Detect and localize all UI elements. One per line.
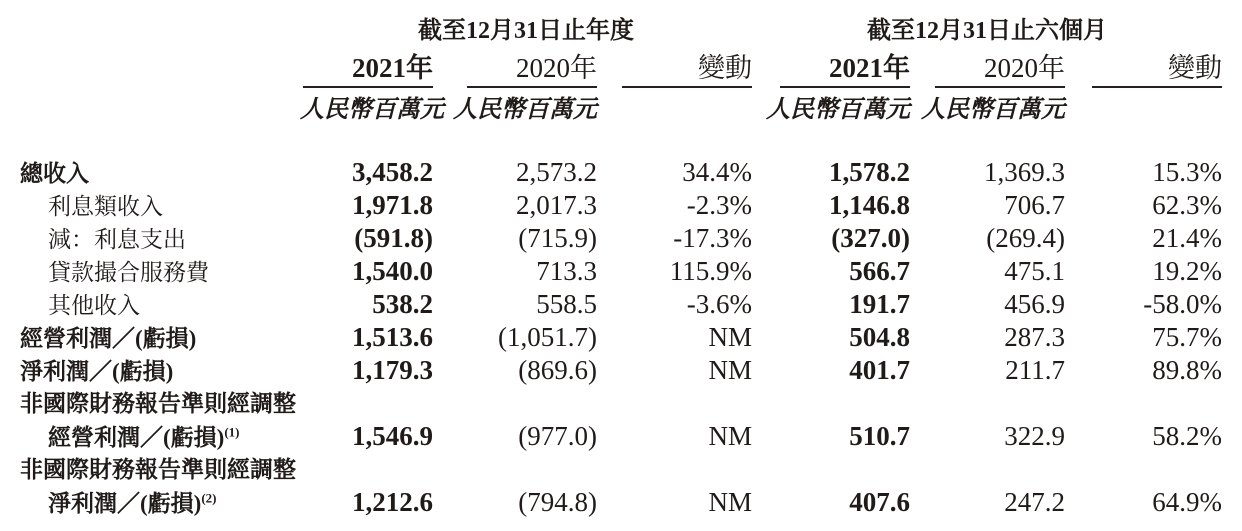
value-change-annual: NM (708, 355, 752, 385)
row-label: 貸款撮合服務費 (48, 260, 209, 285)
value-change-six-months: 15.3% (1152, 157, 1222, 187)
value-2021-annual: 538.2 (372, 289, 433, 319)
value-change-six-months: 75.7% (1152, 322, 1222, 352)
value-change-annual: -3.6% (686, 289, 752, 319)
footnote-marker: (1) (224, 424, 240, 440)
column-underline (467, 86, 597, 88)
value-2021-annual: 1,546.9 (352, 421, 433, 451)
row-label: 經營利潤／(虧損) (20, 326, 197, 351)
value-change-annual: 115.9% (669, 256, 752, 286)
unit-row (0, 94, 1242, 126)
row-label (0, 421, 300, 454)
value-change-annual: NM (708, 487, 752, 517)
value-2020-annual: (715.9) (518, 223, 597, 253)
unit-label: 人民幣百萬元 (453, 97, 597, 123)
footnote-marker: (2) (201, 490, 217, 506)
column-underline (303, 86, 433, 88)
unit-label: 人民幣百萬元 (921, 97, 1065, 123)
unit-label: 人民幣百萬元 (766, 97, 910, 123)
table-row (0, 156, 1242, 189)
year-header-row (0, 50, 1242, 86)
value-2020-six-months: 706.7 (1004, 190, 1065, 220)
table-row (0, 387, 1242, 420)
value-change-annual: -2.3% (686, 190, 752, 220)
value-2020-annual: 558.5 (536, 289, 597, 319)
value-2021-six-months: 504.8 (849, 322, 910, 352)
table-row (0, 486, 1242, 519)
row-label: 總收入 (20, 161, 89, 186)
value-change-six-months: 62.3% (1152, 190, 1222, 220)
value-change-annual: NM (708, 322, 752, 352)
table-row (0, 321, 1242, 354)
value-change-six-months: 89.8% (1152, 355, 1222, 385)
period-header-annual: 截至12月31日止年度 (418, 18, 634, 44)
value-change-six-months: 58.2% (1152, 421, 1222, 451)
table-row (0, 288, 1242, 321)
value-2020-six-months: 247.2 (1004, 487, 1065, 517)
col-header-2021-annual: 2021年 (352, 53, 433, 83)
table-row (0, 420, 1242, 453)
value-change-annual: 34.4% (682, 157, 752, 187)
value-2020-annual: 713.3 (536, 256, 597, 286)
value-2020-six-months: (269.4) (986, 223, 1065, 253)
value-2020-six-months: 287.3 (1004, 322, 1065, 352)
row-label: 利息類收入 (48, 194, 163, 219)
value-change-annual: NM (708, 421, 752, 451)
col-header-change-six-months: 變動 (1168, 53, 1222, 83)
value-2021-annual: 3,458.2 (352, 157, 433, 187)
value-2021-annual: 1,971.8 (352, 190, 433, 220)
value-2020-six-months: 475.1 (1004, 256, 1065, 286)
value-2021-annual: 1,513.6 (352, 322, 433, 352)
column-underline (935, 86, 1065, 88)
row-label: 非國際財務報告準則經調整 (20, 457, 296, 482)
value-2020-six-months: 1,369.3 (984, 157, 1065, 187)
row-label-text: 經營利潤／(虧損) (48, 425, 225, 450)
value-2020-annual: (794.8) (518, 487, 597, 517)
table-row (0, 255, 1242, 288)
period-header-row (0, 12, 1242, 50)
value-change-six-months: 64.9% (1152, 487, 1222, 517)
column-underline (780, 86, 910, 88)
value-2021-six-months: 407.6 (849, 487, 910, 517)
value-2020-six-months: 322.9 (1004, 421, 1065, 451)
value-2020-six-months: 456.9 (1004, 289, 1065, 319)
period-header-six-months: 截至12月31日止六個月 (867, 18, 1107, 44)
value-2021-six-months: 510.7 (849, 421, 910, 451)
col-header-2020-annual: 2020年 (516, 53, 597, 83)
value-2021-six-months: (327.0) (831, 223, 910, 253)
value-change-six-months: 21.4% (1152, 223, 1222, 253)
value-change-six-months: -58.0% (1143, 289, 1222, 319)
value-2020-annual: (869.6) (518, 355, 597, 385)
column-underline (1092, 86, 1222, 88)
col-header-change-annual: 變動 (698, 53, 752, 83)
value-2021-annual: 1,540.0 (352, 256, 433, 286)
value-2021-annual: 1,179.3 (352, 355, 433, 385)
unit-label: 人民幣百萬元 (300, 97, 444, 123)
value-2020-six-months: 211.7 (1005, 355, 1065, 385)
value-2021-annual: (591.8) (354, 223, 433, 253)
value-2021-six-months: 191.7 (849, 289, 910, 319)
value-2021-six-months: 1,146.8 (829, 190, 910, 220)
col-header-2020-six-months: 2020年 (984, 53, 1065, 83)
value-2020-annual: (1,051.7) (498, 322, 597, 352)
row-label: 減：利息支出 (48, 227, 186, 252)
value-2020-annual: 2,017.3 (516, 190, 597, 220)
value-2021-six-months: 401.7 (849, 355, 910, 385)
value-2021-six-months: 1,578.2 (829, 157, 910, 187)
value-change-annual: -17.3% (673, 223, 752, 253)
value-2021-annual: 1,212.6 (352, 487, 433, 517)
table-row (0, 354, 1242, 387)
column-underline (622, 86, 752, 88)
table-row (0, 453, 1242, 486)
table-body (0, 156, 1242, 519)
row-label-text: 淨利潤／(虧損) (48, 491, 202, 516)
value-2020-annual: (977.0) (518, 421, 597, 451)
value-2021-six-months: 566.7 (849, 256, 910, 286)
header-rule-row (0, 86, 1242, 94)
row-label: 淨利潤／(虧損) (20, 359, 174, 384)
value-2020-annual: 2,573.2 (516, 157, 597, 187)
value-change-six-months: 19.2% (1152, 256, 1222, 286)
col-header-2021-six-months: 2021年 (829, 53, 910, 83)
table-row (0, 189, 1242, 222)
row-label: 其他收入 (48, 293, 140, 318)
table-row (0, 222, 1242, 255)
row-label: 非國際財務報告準則經調整 (20, 391, 296, 416)
row-label (0, 487, 300, 520)
